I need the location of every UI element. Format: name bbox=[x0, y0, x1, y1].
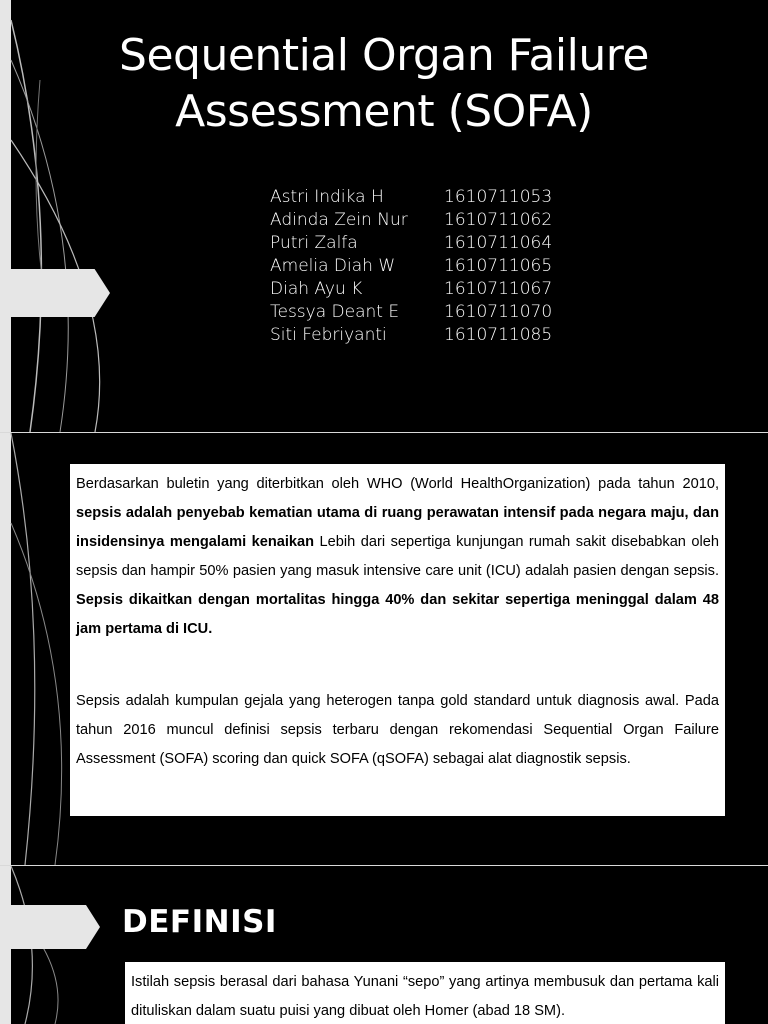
member-name: Adinda Zein Nur bbox=[270, 210, 408, 230]
member-name: Siti Febriyanti bbox=[270, 325, 387, 345]
member-list bbox=[270, 186, 552, 347]
member-name: Amelia Diah W bbox=[270, 256, 396, 276]
title-line-1: Sequential Organ Failure bbox=[119, 30, 649, 81]
member-row bbox=[270, 186, 552, 209]
member-id: 1610711070 bbox=[444, 302, 553, 322]
bold-text-run: sepsis adalah penyebab kematian utama di ruang perawatan intensif pada negara maju, dan insidensinya mengalami kenaikan bbox=[76, 505, 719, 550]
member-id: 1610711067 bbox=[444, 279, 553, 299]
paragraph-1 bbox=[76, 470, 719, 644]
member-name: Astri Indika H bbox=[270, 187, 384, 207]
member-id: 1610711062 bbox=[444, 210, 553, 230]
member-row bbox=[270, 278, 552, 301]
title-line-2: Assessment (SOFA) bbox=[175, 86, 593, 137]
left-accent-strip bbox=[0, 0, 11, 432]
slide-tab-arrow bbox=[0, 905, 100, 949]
member-id: 1610711064 bbox=[444, 233, 553, 253]
definition-slide bbox=[0, 866, 768, 1024]
sepsis-info-box bbox=[70, 464, 725, 816]
title-slide bbox=[0, 0, 768, 432]
page-title bbox=[40, 28, 728, 140]
member-row bbox=[270, 232, 552, 255]
member-id: 1610711065 bbox=[444, 256, 553, 276]
member-name: Diah Ayu K bbox=[270, 279, 363, 299]
member-row bbox=[270, 324, 552, 347]
left-accent-strip bbox=[0, 433, 11, 865]
member-id: 1610711053 bbox=[444, 187, 553, 207]
member-id: 1610711085 bbox=[444, 325, 553, 345]
member-name: Tessya Deant E bbox=[270, 302, 400, 322]
paragraph-2: Sepsis adalah kumpulan gejala yang heterogen tanpa gold standard untuk diagnosis awal. Pada tahun 2016 muncul definisi sepsis terbaru dengan rekomendasi Sequential Organ Failure Assessment (SOFA) scoring dan quick SOFA (qSOFA) sebagai alat diagnostik sepsis. bbox=[76, 693, 719, 767]
content-slide bbox=[0, 433, 768, 865]
member-row bbox=[270, 301, 552, 324]
text-run: Lebih dari sepertiga kunjungan rumah sakit disebabkan oleh sepsis dan hampir 50% pasien yang masuk intensive care unit (ICU) adalah pasien dengan sepsis. bbox=[76, 534, 719, 579]
section-heading: DEFINISI bbox=[122, 904, 277, 940]
bold-text-run: Sepsis dikaitkan dengan mortalitas hingga 40% dan sekitar sepertiga meninggal dalam 48 jam pertama di ICU. bbox=[76, 592, 719, 637]
member-name: Putri Zalfa bbox=[270, 233, 358, 253]
definition-box bbox=[125, 962, 725, 1024]
slide-tab-arrow bbox=[0, 269, 110, 317]
member-row bbox=[270, 209, 552, 232]
member-row bbox=[270, 255, 552, 278]
definition-text: Istilah sepsis berasal dari bahasa Yunani “sepo” yang artinya membusuk dan pertama kali dituliskan dalam suatu puisi yang dibuat oleh Homer (abad 18 SM). bbox=[131, 974, 719, 1019]
text-run: Berdasarkan buletin yang diterbitkan oleh WHO (World HealthOrganization) pada tahun 2010, bbox=[76, 476, 719, 492]
